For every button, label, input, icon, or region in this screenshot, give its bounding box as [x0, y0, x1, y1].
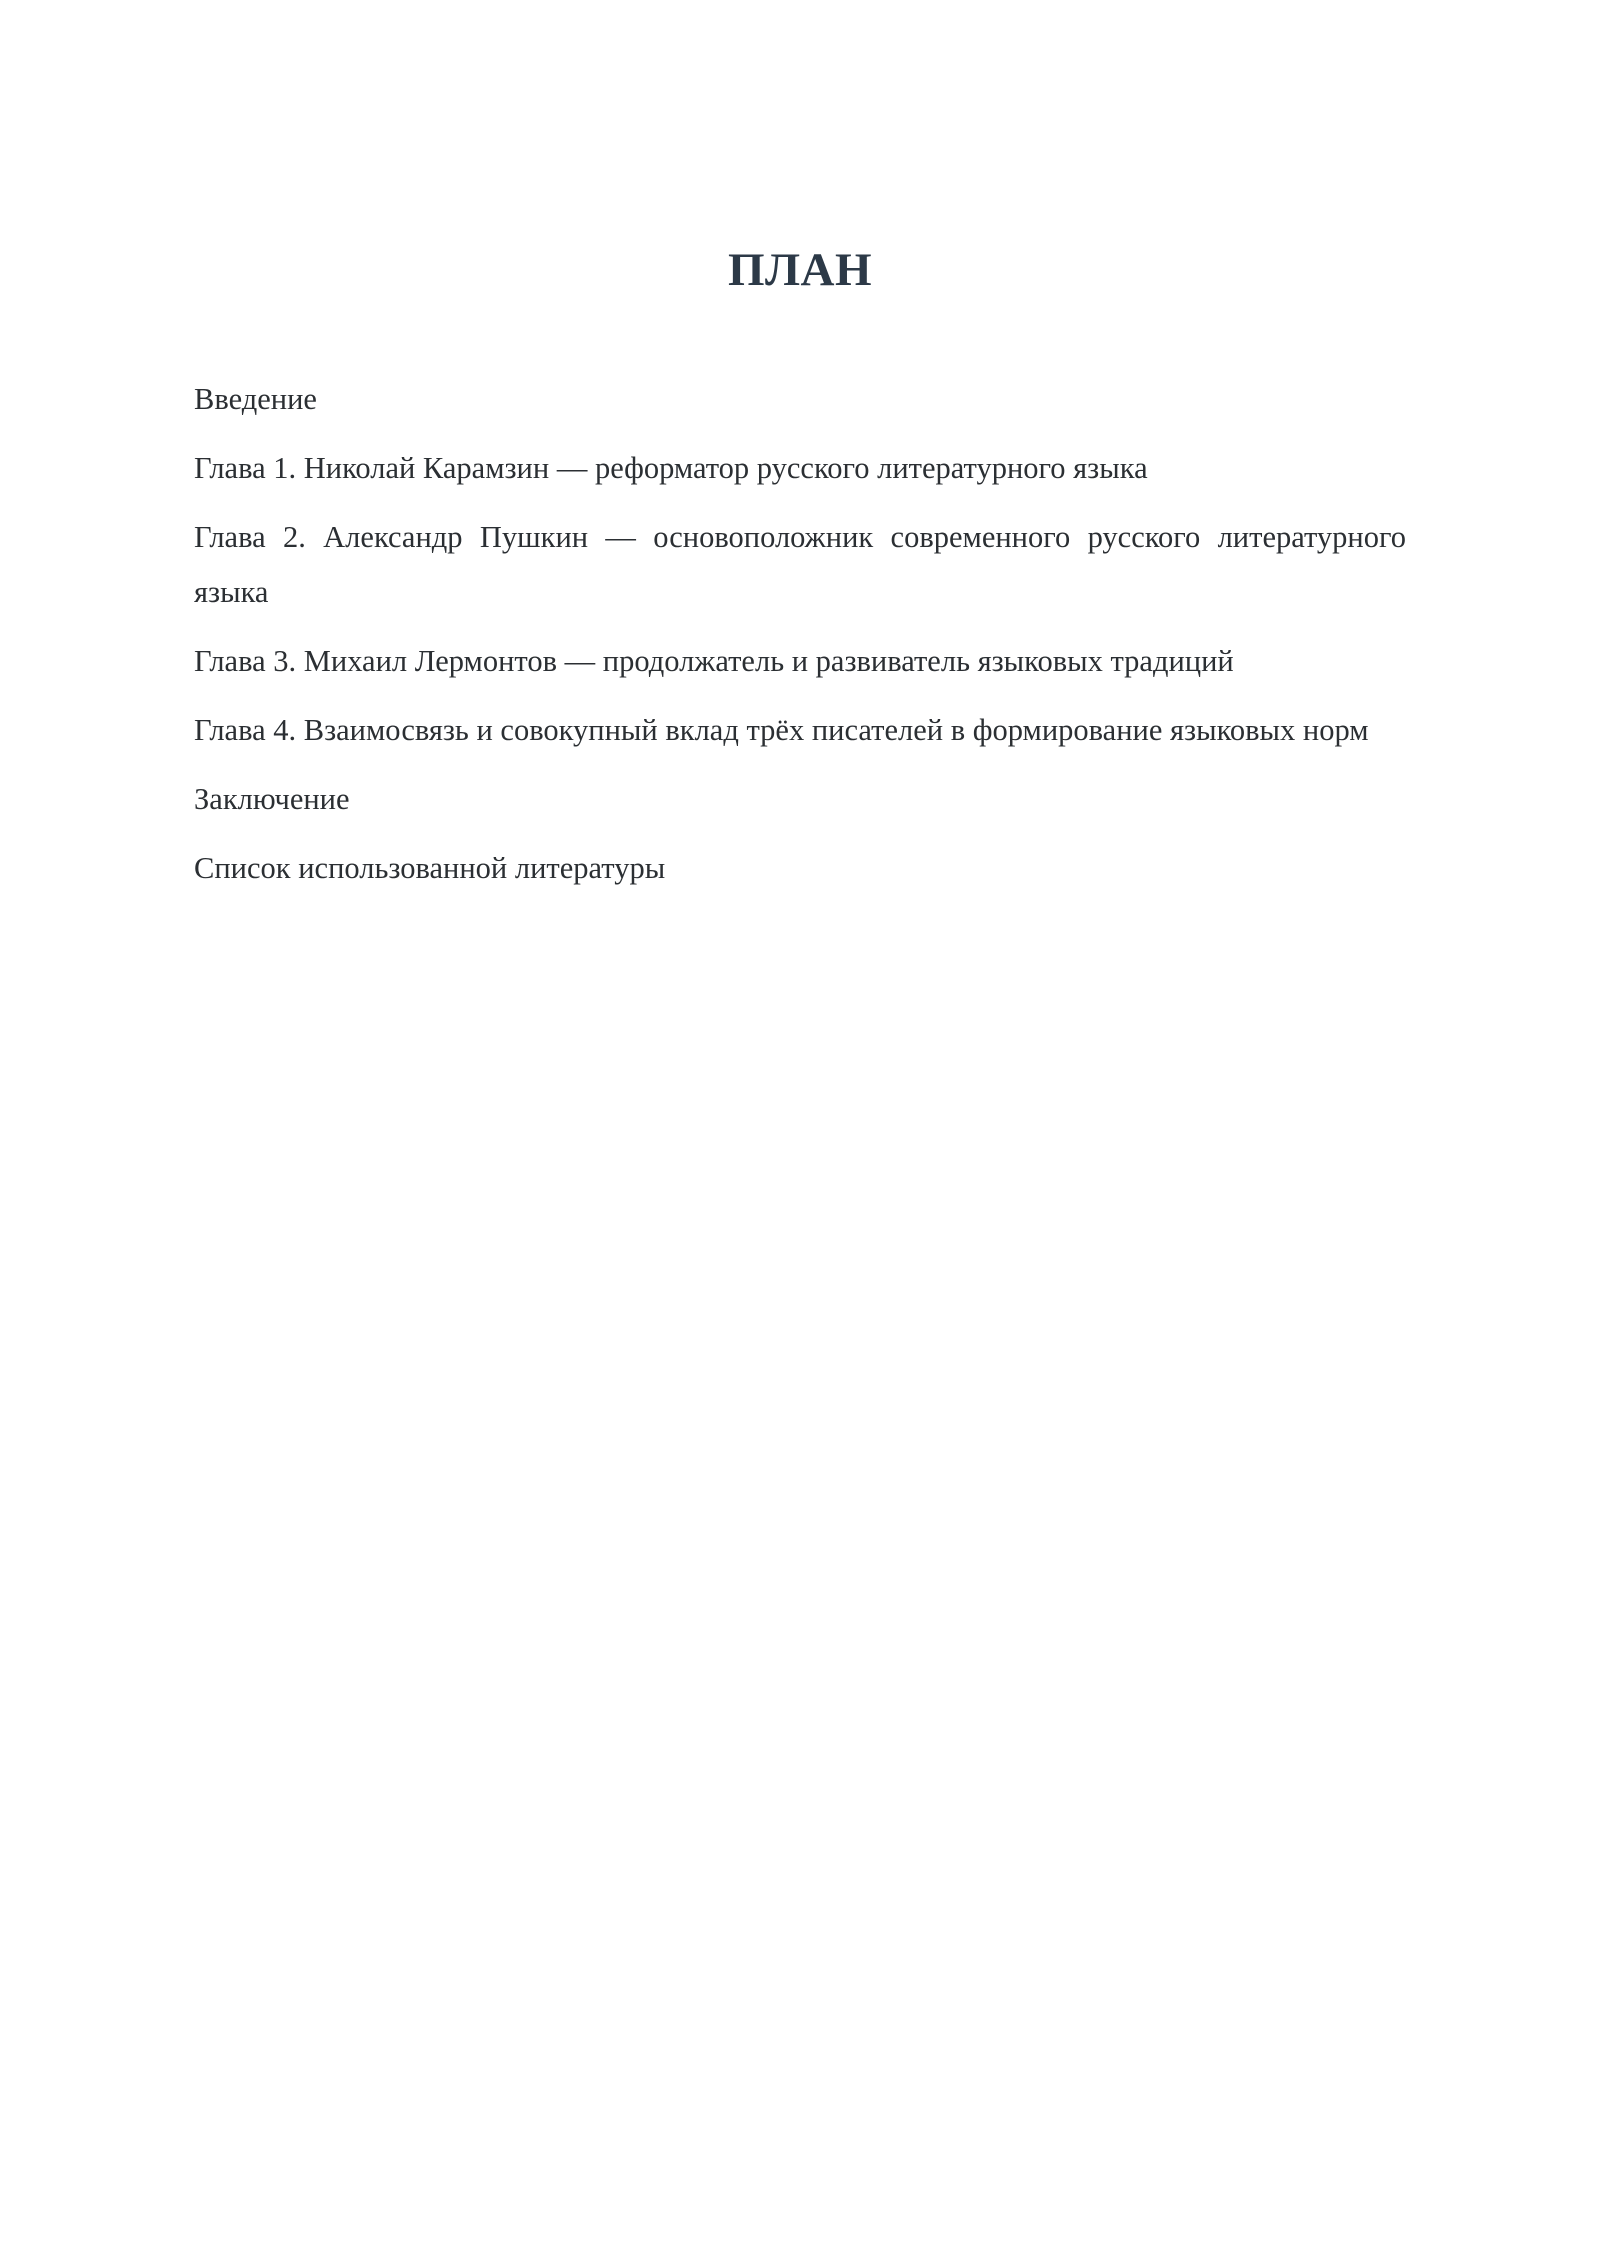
toc-item-chapter-2: Глава 2. Александр Пушкин — основоположник современного русского литературного языка	[194, 520, 1406, 609]
toc-item-chapter-3: Глава 3. Михаил Лермонтов — продолжатель и развиватель языковых традиций	[194, 644, 1234, 678]
toc-item-conclusion: Заключение	[194, 782, 350, 816]
toc-item-introduction: Введение	[194, 382, 317, 416]
table-of-contents	[194, 372, 1406, 910]
page-title: ПЛАН	[727, 244, 873, 296]
toc-item-chapter-1: Глава 1. Николай Карамзин — реформатор русского литературного языка	[194, 451, 1148, 485]
toc-item-chapter-4: Глава 4. Взаимосвязь и совокупный вклад трёх писателей в формирование языковых норм	[194, 713, 1369, 747]
toc-item-bibliography: Список использованной литературы	[194, 851, 666, 885]
